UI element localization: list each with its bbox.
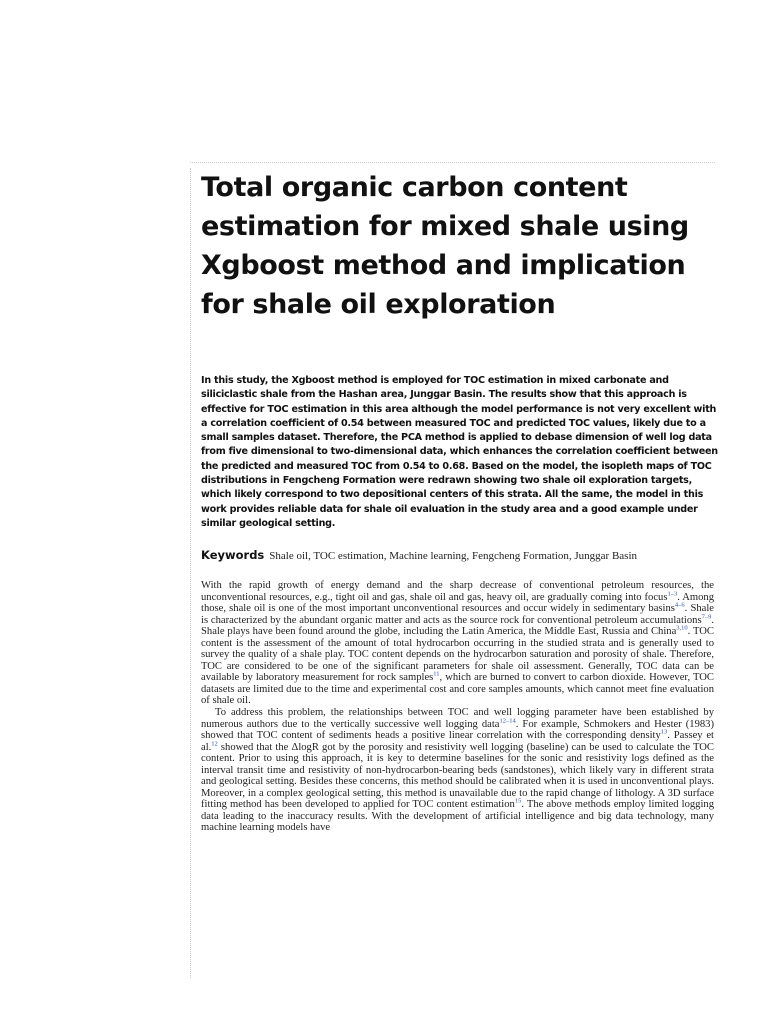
text-run: . Shale is characterized by the abundant organic matter and acts as the source rock for conventional petroleum accumulations xyxy=(201,603,714,626)
text-run: . The above methods employ limited logging data leading to the inaccuracy results. With the development of artificial intelligence and big data technology, many machine learning models have xyxy=(201,799,714,834)
citation[interactable]: 3,10 xyxy=(676,624,688,632)
keywords-line xyxy=(201,548,719,564)
body-text xyxy=(201,580,714,834)
top-guide-line xyxy=(190,162,715,163)
text-run: . Passey et al. xyxy=(201,730,715,753)
text-run: showed that the ΔlogR got by the porosity and resistivity well logging (baseline) can be used to calculate the TOC content. Prior to using this approach, it is key to determine baselines for the sonic and resistivity logs defined as the interval transit time and resistivity of non-hydrocarbon-bearing beds (sandstones), which likely vary in different strata and geological setting. Besides these concerns, this method should be calibrated when it is used in unconventional plays. Moreover, in a complex geological setting, this method is unavailable due to the rapid change of lithology. A 3D surface fitting method has been developed to applied for TOC content estimation xyxy=(201,741,714,811)
margin-guide-line xyxy=(190,168,191,978)
text-run: With the rapid growth of energy demand and the sharp decrease of conventional petroleum resources, the unconventional resources, e.g., tight oil and gas, shale oil and gas, heavy oil, are gradually coming into focus xyxy=(201,580,714,603)
keywords-list: Shale oil, TOC estimation, Machine learning, Fengcheng Formation, Junggar Basin xyxy=(269,550,638,562)
text-run: , which are burned to convert to carbon dioxide. However, TOC datasets are limited due to the time and experimental cost and core samples amounts, which cannot meet fine evaluation of shale oil. xyxy=(201,672,714,707)
citation[interactable]: 12–14 xyxy=(499,717,516,725)
text-run: . Among those, shale oil is one of the most important unconventional resources and occur widely in sedimentary basins xyxy=(201,591,714,615)
abstract: In this study, the Xgboost method is employed for TOC estimation in mixed carbonate and siliciclastic shale from the Hashan area, Junggar Basin. The results show that this approach is effective for TOC estimation in this area although the model performance is not very excellent with a correlation coefficient of 0.54 between measured TOC and predicted TOC values, likely due to a small samples dataset. Therefore, the PCA method is applied to debase dimension of well log data from five dimensional to two-dimensional data, which enhances the correlation coefficient between the predicted and measured TOC from 0.54 to 0.68. Based on the model, the isopleth maps of TOC distributions in Fengcheng Formation were redrawn showing two shale oil exploration targets, which likely correspond to two depositional centers of this strata. All the same, the model in this work provides reliable data for shale oil evaluation in the study area and a good example under similar geological setting. xyxy=(201,375,718,529)
citation[interactable]: 7–9 xyxy=(701,613,712,621)
citation[interactable]: 1–3 xyxy=(667,590,678,598)
paragraph-1 xyxy=(201,580,714,707)
paragraph-2 xyxy=(201,707,714,834)
text-run: To address this problem, the relationships between TOC and well logging parameter have been established by numerous authors due to the vertically successive well logging data xyxy=(201,707,714,730)
citation[interactable]: 13 xyxy=(660,728,668,736)
text-run: . For example, Schmokers and Hester (1983) showed that TOC content of sediments heads a positive linear correlation with the corresponding density xyxy=(201,718,714,742)
citation[interactable]: 12 xyxy=(211,740,218,748)
keywords-label: Keywords xyxy=(201,548,265,562)
text-run: . Shale plays have been found around the globe, including the Latin America, the Middle East, Russia and China xyxy=(201,614,714,638)
article-title: Total organic carbon content estimation for mixed shale using Xgboost method and implication for shale oil exploration xyxy=(201,172,689,320)
citation[interactable]: 11 xyxy=(433,670,440,678)
citation[interactable]: 15 xyxy=(514,797,522,805)
citation[interactable]: 4–6 xyxy=(674,601,685,609)
text-run: . TOC content is the assessment of the amount of total hydrocarbon occurring in the studied strata and is generally used to survey the quality of a shale play. TOC content depends on the hydrocarbon saturation and porosity of shale. Therefore, TOC are considered to be one of the significant parameters for shale oil assessment. Generally, TOC data can be available by laboratory measurement for rock samples xyxy=(201,626,714,684)
